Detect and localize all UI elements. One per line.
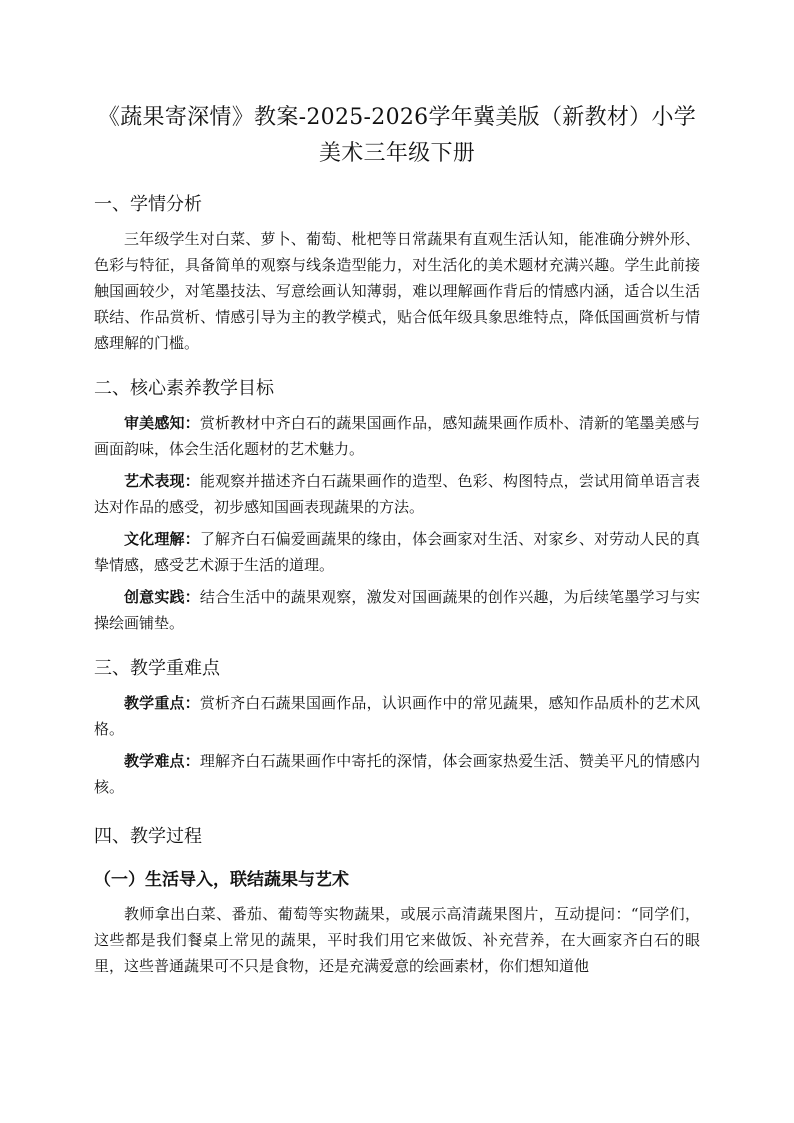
- key-point-label: 教学重点：: [124, 694, 200, 712]
- objective-text: 了解齐白石偏爱画蔬果的缘由，体会画家对生活、对家乡、对劳动人民的真挚情感，感受艺术源于生活的道理。: [94, 530, 700, 574]
- objective-label: 艺术表现：: [124, 472, 200, 490]
- difficult-point: [94, 748, 700, 800]
- objective-label: 创意实践：: [124, 588, 200, 606]
- introduction-paragraph: 教师拿出白菜、番茄、葡萄等实物蔬果，或展示高清蔬果图片，互动提问：“同学们，这些都是我们餐桌上常见的蔬果，平时我们用它来做饭、补充营养，在大画家齐白石的眼里，这些普通蔬果可不只是食物，还是充满爱意的绘画素材，你们想知道他: [94, 905, 700, 975]
- objective-culture: [94, 526, 700, 578]
- subsection-heading-introduction: （一）生活导入，联结蔬果与艺术: [94, 870, 349, 890]
- section-heading-teaching-process: 四、教学过程: [94, 826, 202, 847]
- key-point-text: 赏析齐白石蔬果国画作品，认识画作中的常见蔬果，感知作品质朴的艺术风格。: [94, 694, 700, 738]
- section-heading-learning-analysis: 一、学情分析: [94, 194, 202, 215]
- difficult-point-label: 教学难点：: [124, 752, 200, 770]
- key-point: [94, 690, 700, 742]
- learning-analysis-paragraph: 三年级学生对白菜、萝卜、葡萄、枇杷等日常蔬果有直观生活认知，能准确分辨外形、色彩与特征，具备简单的观察与线条造型能力，对生活化的美术题材充满兴趣。学生此前接触国画较少，对笔墨技法、写意绘画认知薄弱，难以理解画作背后的情感内涵，适合以生活联结、作品赏析、情感引导为主的教学模式，贴合低年级具象思维特点，降低国画赏析与情感理解的门槛。: [94, 230, 700, 352]
- objective-label: 文化理解：: [124, 530, 200, 548]
- objective-aesthetic: [94, 410, 700, 462]
- objective-creative: [94, 584, 700, 636]
- section-heading-key-points: 三、教学重难点: [94, 658, 220, 679]
- objective-expression: [94, 468, 700, 520]
- difficult-point-text: 理解齐白石蔬果画作中寄托的深情，体会画家热爱生活、赞美平凡的情感内核。: [94, 752, 700, 796]
- objective-text: 结合生活中的蔬果观察，激发对国画蔬果的创作兴趣，为后续笔墨学习与实操绘画铺垫。: [94, 588, 700, 632]
- section-heading-teaching-objectives: 二、核心素养教学目标: [94, 378, 274, 399]
- objective-label: 审美感知：: [124, 414, 200, 432]
- objective-text: 赏析教材中齐白石的蔬果国画作品，感知蔬果画作质朴、清新的笔墨美感与画面韵味，体会生活化题材的艺术魅力。: [94, 414, 700, 458]
- document-title: 《蔬果寄深情》教案-2025-2026学年冀美版（新教材）小学美术三年级下册: [97, 105, 697, 166]
- objective-text: 能观察并描述齐白石蔬果画作的造型、色彩、构图特点，尝试用简单语言表达对作品的感受，初步感知国画表现蔬果的方法。: [94, 472, 700, 516]
